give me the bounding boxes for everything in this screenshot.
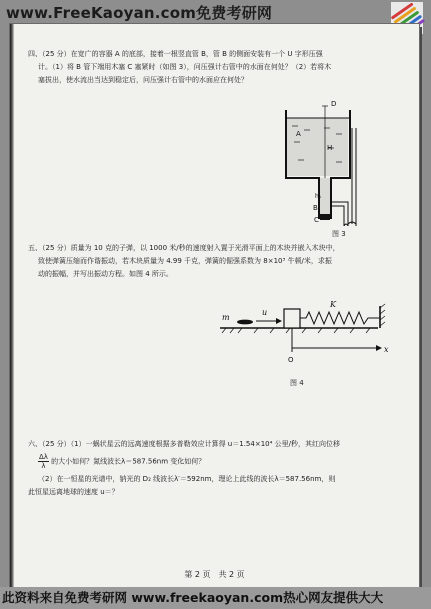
problem-6-line-2-text: 的大小如何？氮线波长λ＝587.56nm 变化如何？ [51, 457, 206, 466]
figure-3-label-D: D [331, 100, 337, 108]
figure-4-label-u: u [262, 308, 268, 317]
problem-4 [28, 48, 413, 87]
site-name: 免费考研网 [196, 4, 273, 22]
figure-3-label-B: B [313, 204, 318, 212]
exam-page [10, 24, 419, 587]
page-number: 第 2 页 共 2 页 [184, 570, 245, 579]
redshift-fraction [38, 453, 49, 470]
bottom-watermark-banner: 此资料来自免费考研网 www.freekaoyan.com热心网友提供大大 [0, 587, 431, 609]
problem-4-line: 塞拔出，使水流出当达到稳定后，问压强计右管中的水面应在何处？ [38, 76, 248, 84]
site-url: www.FreeKaoyan.com [6, 4, 197, 22]
problem-5-line: 致使弹簧压缩而作谐振动，若木块质量为 4.99 千克，弹簧的倔强系数为 8×10³ 牛顿/米，求振 [38, 257, 332, 265]
figure-3-label-h1: h₁ [315, 193, 322, 200]
problem-6-line-2 [28, 453, 413, 470]
problem-6-line-4: 此恒星远离地球的速度 u＝？ [28, 488, 119, 496]
fraction-numerator: Δλ [39, 453, 48, 461]
fraction-denominator: λ [41, 462, 46, 470]
figure-4-label-O: O [288, 356, 294, 364]
problem-6-line-1: 六、（25 分）（1）一蜗状星云的远离速度根据多普勒效应计算得 u＝1.54×10⁴ 公里/秒，其红向位移 [28, 440, 340, 448]
problem-5-line: 五、（25 分）质量为 10 克的子弹，以 1000 米/秒的速度射入置于光滑平面上的木块并嵌入木块中， [28, 244, 340, 252]
figure-3-label-A: A [296, 130, 301, 138]
figure-3-caption: 图 3 [332, 230, 346, 238]
figure-4-label-K: K [330, 300, 336, 309]
figure-4-caption: 图 4 [290, 379, 304, 387]
problem-6-line-3: （2）在一恒星的光谱中，钠光的 D₂ 线波长λ′＝592nm，理论上此线的波长λ＝587.56nm，则 [38, 475, 336, 483]
figure-3-label-H: H [327, 144, 333, 152]
problem-5-line: 动的振幅，并写出振动方程。如图 4 所示。 [38, 270, 173, 278]
problem-5 [28, 242, 413, 281]
scan-edge [10, 24, 14, 587]
problem-4-line: 计。（1）将 B 管下端用木塞 C 塞紧时（如图 3），问压强计右管中的水面在何处？（2）若将木 [38, 63, 332, 71]
problem-6 [28, 438, 413, 499]
figure-3-container-diagram [278, 98, 398, 226]
figure-3-label-C: C [314, 216, 319, 224]
figure-4-label-m: m [222, 313, 230, 322]
problem-4-line: 四、（25 分）在宽广的容器 A 的底部，接着一根竖直管 B，管 B 的侧面安装有一个 U 字形压强 [28, 50, 323, 58]
site-watermark [6, 2, 272, 23]
figure-4-label-x: x [384, 345, 389, 354]
figure-4-spring-diagram [218, 298, 393, 370]
